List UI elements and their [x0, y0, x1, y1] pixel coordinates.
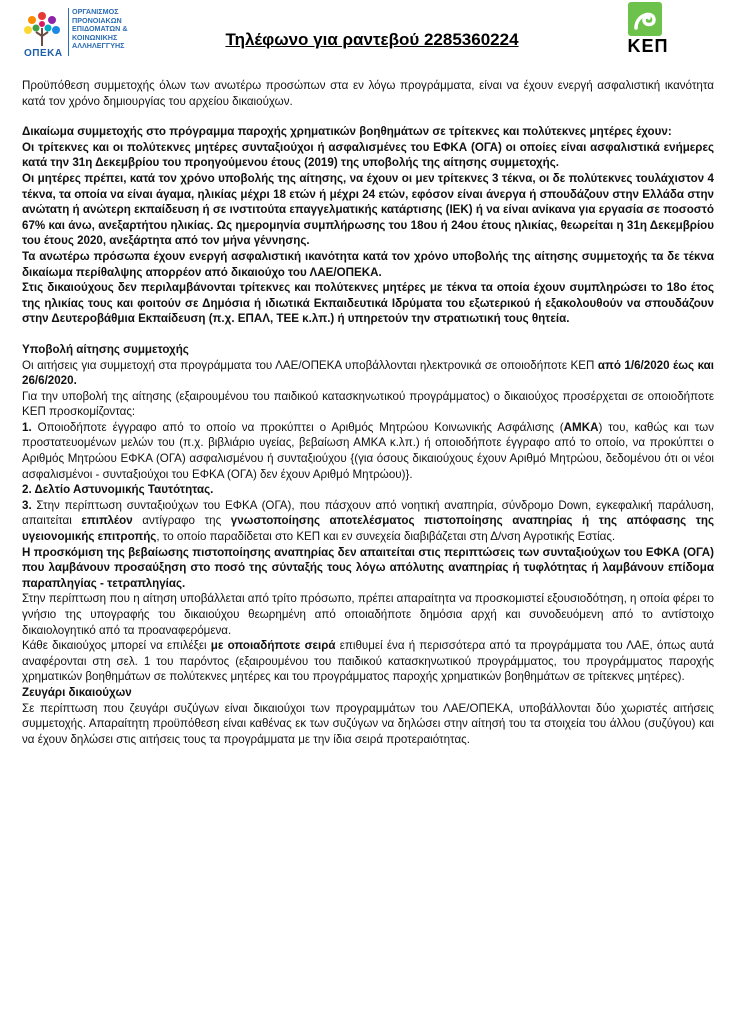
list-text: , το οποίο παραδίδεται στο ΚΕΠ και εν συνεχεία διαβιβάζεται στη Δ/νση Αγροτικής Εστίας.	[156, 530, 616, 544]
list-text: ) του, καθώς και των προστατευομένων μελών του (π.χ. βιβλιάριο υγείας, βεβαίωση ΑΜΚΑ κ.λπ.) ή οποιοδήποτε έγγραφο από το οποίο, να προκύπτει ο Αριθμός Μητρώου ΕΦΚΑ (ΟΓΑ) ασφαλισμένου ή συνταξιούχου {(για όσους δικαιούχους έχουν Αριθμό Μητρώου, δεδομένου ότι οι νέοι ασφαλισμένοι - συνταξιούχοι του ΕΦΚΑ (ΟΓΑ) δεν έχουν Αριθμό Μητρώου)}.	[22, 420, 714, 481]
opeka-line: ΟΡΓΑΝΙΣΜΟΣ	[72, 7, 119, 16]
opeka-logo	[20, 6, 160, 62]
kep-swirl-icon	[626, 2, 664, 36]
spacer	[22, 327, 714, 342]
paragraph-submission-period	[22, 358, 714, 389]
list-text: Οποιοδήποτε έγγραφο από το οποίο να προκύπτει ο Αριθμός Μητρώου Κοινωνικής Ασφάλισης (	[31, 420, 564, 434]
emphasis-certification: γνωστοποίησης αποτελέσματος πιστοποίησης αναπηρίας ή της απόφασης της υγειονομικής επιτροπής	[22, 514, 714, 544]
heading-submit-application: Υποβολή αίτησης συμμετοχής	[22, 342, 189, 356]
page-header	[0, 0, 736, 70]
emphasis-any-order: με οποιαδήποτε σειρά	[210, 639, 336, 653]
paragraph-certification-exemption: Η προσκόμιση της βεβαίωσης πιστοποίησης αναπηρίας δεν απαιτείται στις περιπτώσεις των συνταξιούχων του ΕΦΚΑ (ΟΓΑ) που λαμβάνουν προσαύξηση στο ποσό της σύνταξής τους λόγω απόλυτης αναπηρίας ή τυφλότητας ή λαμβάνουν επίδομα παραπληγίας - τετραπληγίας.	[22, 545, 714, 590]
list-text: αντίγραφο της	[132, 514, 231, 528]
opeka-full-name	[72, 8, 128, 51]
paragraph-couple: Σε περίπτωση που ζευγάρι συζύγων είναι δικαιούχοι των προγραμμάτων του ΛΑΕ/ΟΠΕΚΑ, υποβάλλονται δύο χωριστές αιτήσεις συμμετοχής. Απαραίτητη προϋπόθεση είναι καθένας εκ των συζύγων να δηλώσει στην αίτησή του τα στοιχεία του άλλου (συζύγου) και να έχουν δηλώσει στις αιτήσεις τους τα προγράμματα με την ίδια σειρά προτεραιότητας.	[22, 701, 714, 746]
opeka-wordmark: ΟΠΕΚΑ	[24, 48, 63, 59]
list-item-id-card: 2. Δελτίο Αστυνομικής Ταυτότητας.	[22, 483, 214, 497]
paragraph-third-party: Στην περίπτωση που η αίτηση υποβάλλεται από τρίτο πρόσωπο, πρέπει απαραίτητα να προσκομιστεί εξουσιοδότηση, η οποία φέρει το γνήσιο της υπογραφής του δικαιούχου θεωρημένη από οποιαδήποτε δημόσια αρχή και συνοδευόμενη από το αντίστοιχο δικαιολογητικό από τα προαναφερόμενα.	[22, 592, 714, 637]
list-item-disability	[22, 498, 714, 545]
spacer	[22, 109, 714, 124]
list-text: Στην περίπτωση συνταξιούχων του ΕΦΚΑ (ΟΓΑ), που πάσχουν από νοητική αναπηρία, σύνδρομο Down, εγκεφαλική παράλυση, απαιτείται	[22, 498, 714, 528]
paragraph-eligibility-condition: Προϋπόθεση συμμετοχής όλων των ανωτέρω προσώπων στα εν λόγω προγράμματα, είναι να έχουν ενεργή ασφαλιστική ικανότητα κατά τον χρόνο δημιουργίας του αρχείου δικαιούχων.	[22, 79, 714, 108]
submission-dates: από 1/6/2020 έως και 26/6/2020.	[22, 358, 714, 388]
heading-mothers-program: Δικαίωμα συμμετοχής στο πρόγραμμα παροχής χρηματικών βοηθημάτων σε τρίτεκνες και πολύτεκνες μητέρες έχουν:	[22, 125, 672, 139]
list-number: 3.	[22, 498, 32, 512]
kep-logo	[620, 2, 676, 64]
amka-label: ΑΜΚΑ	[563, 420, 599, 434]
opeka-tree-icon	[20, 6, 64, 50]
opeka-line: ΚΟΙΝΩΝΙΚΗΣ	[72, 32, 118, 42]
document-body	[22, 78, 714, 747]
paragraph-insurance-capacity: Τα ανωτέρω πρόσωπα έχουν ενεργή ασφαλιστική ικανότητα κατά τον χρόνο υποβολής της αίτησης συμμετοχής τα δε τέκνα δικαίωμα περίθαλψης απορρέον από δικαιούχο του ΛΑΕ/ΟΠΕΚΑ.	[22, 249, 714, 279]
emphasis-additional: επιπλέον	[81, 514, 133, 528]
opeka-line: ΑΛΛΗΛΕΓΓΥΗΣ	[72, 41, 125, 51]
paragraph-mothers-insured: Οι τρίτεκνες και οι πολύτεκνες μητέρες συνταξιούχοι ή ασφαλισμένες του ΕΦΚΑ (ΟΓΑ) οι οποίες είναι ασφαλιστικά ενήμερες κατά την 31η Δεκεμβρίου του προηγούμενου έτους (2019) της υποβολής της αίτησης συμμετοχής.	[22, 140, 714, 170]
kep-wordmark: ΚΕΠ	[627, 36, 669, 56]
paragraph-exclusions: Στις δικαιούχους δεν περιλαμβάνονται τρίτεκνες και πολύτεκνες μητέρες με τέκνα τα οποία έχουν συμπληρώσει το 18ο έτος της ηλικίας τους και φοιτούν σε Δημόσια ή ιδιωτικά Εκπαιδευτικά Ιδρύματα του εξωτερικού ή εξακολουθούν να σπουδάζουν στην Δευτεροβάθμια Εκπαίδευση (π.χ. ΕΠΑΛ, ΤΕΕ κ.λπ.) ή υπηρετούν την στρατιωτική τους θητεία.	[22, 281, 714, 326]
paragraph-program-choice	[22, 638, 714, 685]
opeka-line: ΠΡΟΝΟΙΑΚΩΝ	[72, 15, 122, 25]
submission-text: Οι αιτήσεις για συμμετοχή στα προγράμματα του ΛΑΕ/ΟΠΕΚΑ υποβάλλονται ηλεκτρονικά σε οποιοδήποτε ΚΕΠ	[22, 358, 598, 372]
choice-text: επιθυμεί ένα ή περισσότερα από τα προγράμματα του ΛΑΕ, όπως αυτά αναφέρονται στη σελ. 1 του παρόντος (εξαιρουμένου του παιδικού κατασκηνωτικού προγράμματος, του προγράμματος παροχής χρηματικών βοηθημάτων σε πολύτεκνες μητέρες και του προγράμματος παροχής χρηματικών βοηθημάτων σε τρίτεκνες μητέρες).	[22, 639, 715, 684]
paragraph-submission-docs: Για την υποβολή της αίτησης (εξαιρουμένου του παιδικού κατασκηνωτικού προγράμματος) ο δικαιούχος προσέρχεται σε οποιοδήποτε ΚΕΠ προσκομίζοντας:	[22, 389, 714, 419]
heading-couple: Ζευγάρι δικαιούχων	[22, 685, 132, 699]
choice-text: Κάθε δικαιούχος μπορεί να επιλέξει	[22, 639, 211, 653]
paragraph-mothers-children: Οι μητέρες πρέπει, κατά τον χρόνο υποβολής της αίτησης, να έχουν οι μεν τρίτεκνες 3 τέκνα, οι δε πολύτεκνες τουλάχιστον 4 τέκνα, τα οποία να είναι άγαμα, ηλικίας μέχρι 18 ετών ή μέχρι 24 ετών, εφόσον είναι άνεργα ή σπουδάζουν στην Ελλάδα στην ανώτατη ή ανώτερη εκπαίδευση ή σε ινστιτούτα επαγγελματικής κατάρτισης (ΙΕΚ) ή να είναι ανίκανα για εργασία σε ποσοστό 67% και άνω, ανεξαρτήτου ηλικίας. Ως ημερομηνία συμπλήρωσης του 18ου ή 24ου έτους ηλικίας, θεωρείται η 31η Δεκεμβρίου του έτους 2020, ανεξάρτητα από τον μήνα γέννησης.	[22, 171, 714, 248]
page-title: Τηλέφωνο για ραντεβού 2285360224	[225, 30, 519, 49]
list-item-amka	[22, 420, 714, 482]
list-number: 1.	[22, 420, 32, 434]
logo-divider	[68, 8, 69, 56]
opeka-line: ΕΠΙΔΟΜΑΤΩΝ &	[72, 24, 128, 34]
